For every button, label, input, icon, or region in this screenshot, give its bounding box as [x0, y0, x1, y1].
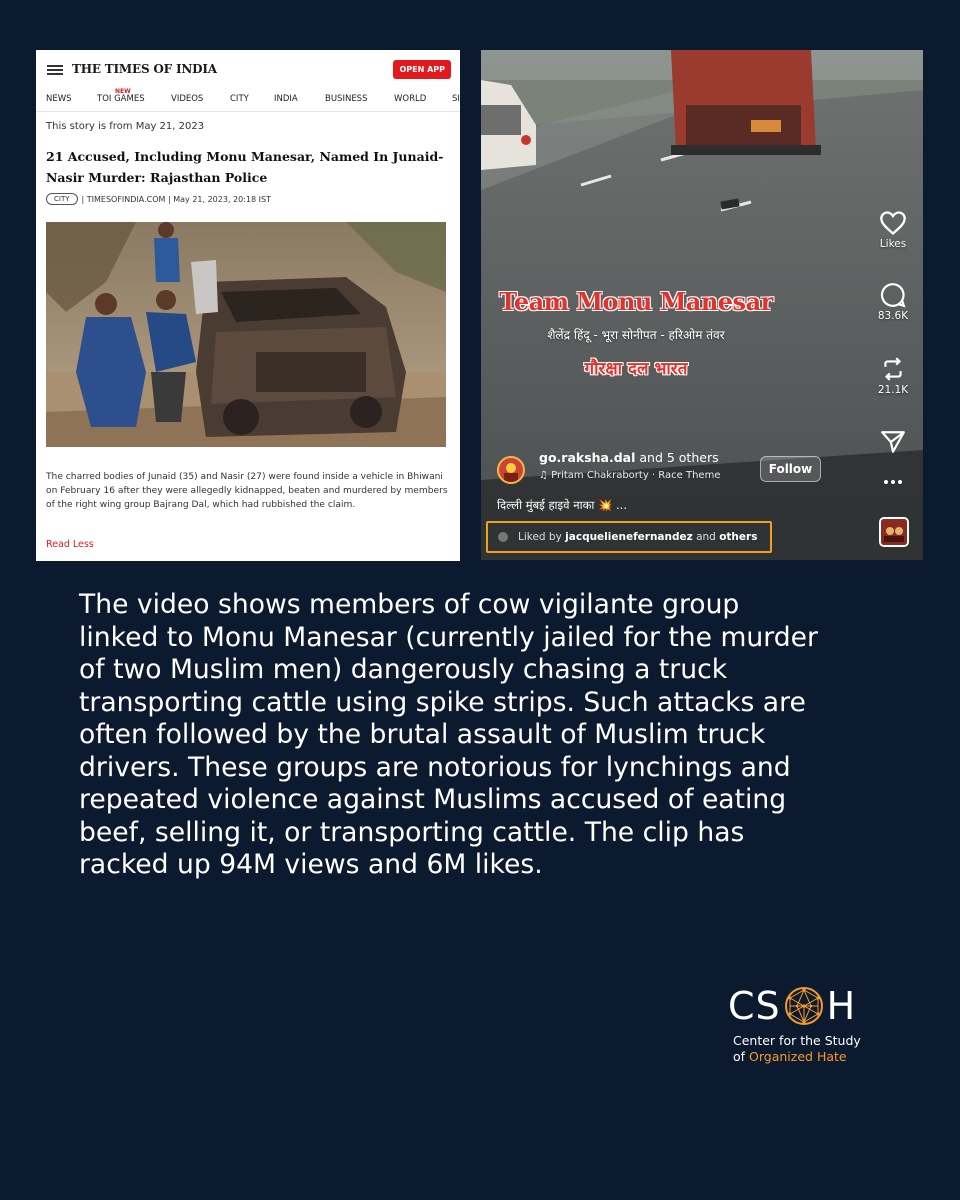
share-icon	[880, 430, 906, 454]
repost-icon	[880, 356, 906, 382]
section-nav	[36, 88, 460, 112]
video-caption[interactable]: दिल्ली मुंबई हाइवे नाका 💥 ...	[497, 498, 627, 512]
description-paragraph: The video shows members of cow vigilante group linked to Monu Manesar (currently jailed for the murder of two Muslim men) dangerously chasing a truck transporting cattle using spike strips. Such attacks are often followed by the brutal assault of Muslim truck drivers. These groups are notorious for lynchings and repeated violence against Muslims accused of eating beef, selling it, or transporting cattle. The clip has racked up 94M views and 6M likes.	[79, 589, 818, 880]
new-badge: NEW	[115, 88, 131, 95]
liker-avatar-icon	[498, 532, 508, 542]
nav-item-city[interactable]: CITY	[230, 94, 249, 104]
menu-icon[interactable]	[47, 65, 63, 75]
liked-by-row[interactable]: Liked by jacquelienefernandez and others	[486, 521, 772, 553]
nav-item-toi-games[interactable]: NEW TOI GAMES	[97, 88, 145, 104]
news-article-screenshot	[36, 50, 460, 561]
article-meta	[46, 193, 271, 205]
nav-item-india[interactable]: INDIA	[274, 94, 298, 104]
article-headline: 21 Accused, Including Monu Manesar, Named In Junaid-Nasir Murder: Rajasthan Police	[46, 149, 444, 185]
like-count: Likes	[879, 238, 907, 250]
logo-letters-right: H	[826, 984, 857, 1028]
overlay-title: Team Monu Manesar	[499, 287, 773, 316]
repost-button[interactable]	[863, 356, 923, 396]
nav-item-world[interactable]: WORLD	[394, 94, 427, 104]
logo-letters-left: CS	[728, 984, 781, 1028]
author-handle[interactable]: go.raksha.dal and 5 others	[539, 450, 719, 465]
read-less-link[interactable]: Read Less	[46, 539, 94, 550]
publication-logo[interactable]: THE TIMES OF INDIA	[72, 62, 217, 76]
photo-caption: The charred bodies of Junaid (35) and Nasir (27) were found inside a vehicle in Bhiwani on February 16 after they were allegedly kidnapped, beaten and murdered by members of the right wing group Bajrang Dal, which had rubbished the claim.	[46, 472, 448, 510]
open-app-button[interactable]: OPEN APP	[393, 60, 451, 79]
nav-item-business[interactable]: BUSINESS	[325, 94, 368, 104]
instagram-video-screenshot	[481, 50, 923, 560]
overlay-subtitle: शैलेंद्र हिंदू - भूरा सोनीपत - हरिओम तंवर	[547, 328, 725, 342]
follow-button[interactable]: Follow	[760, 456, 821, 482]
more-icon	[881, 478, 905, 486]
like-button[interactable]	[863, 210, 923, 250]
repost-count: 21.1K	[877, 384, 909, 396]
nav-item-videos[interactable]: VIDEOS	[171, 94, 204, 104]
article-header	[36, 50, 460, 88]
nav-item-sports[interactable]: SI	[452, 94, 460, 104]
share-button[interactable]	[863, 430, 923, 454]
burned-vehicle-photo	[46, 222, 446, 447]
csoh-logo	[728, 982, 856, 1030]
comment-icon	[880, 282, 906, 308]
story-date: This story is from May 21, 2023	[46, 121, 205, 132]
nav-item-news[interactable]: NEWS	[46, 94, 72, 104]
author-row	[497, 450, 827, 486]
logo-tagline-line2: of Organized Hate	[733, 1049, 847, 1064]
audio-thumbnail[interactable]	[879, 517, 909, 547]
avatar[interactable]	[497, 456, 525, 484]
logo-tagline-line1: Center for the Study	[733, 1033, 861, 1048]
heart-icon	[879, 210, 907, 236]
comment-button[interactable]	[863, 282, 923, 322]
more-button[interactable]	[863, 478, 923, 486]
article-byline: | TIMESOFINDIA.COM | May 21, 2023, 20:18 IST	[81, 194, 271, 204]
city-tag[interactable]: CITY	[46, 193, 78, 205]
comment-count: 83.6K	[877, 310, 909, 322]
globe-network-icon	[782, 984, 826, 1028]
music-track[interactable]: ♫ Pritam Chakraborty · Race Theme	[539, 470, 721, 481]
overlay-group-name: गौरक्षा दल भारत	[584, 359, 688, 379]
